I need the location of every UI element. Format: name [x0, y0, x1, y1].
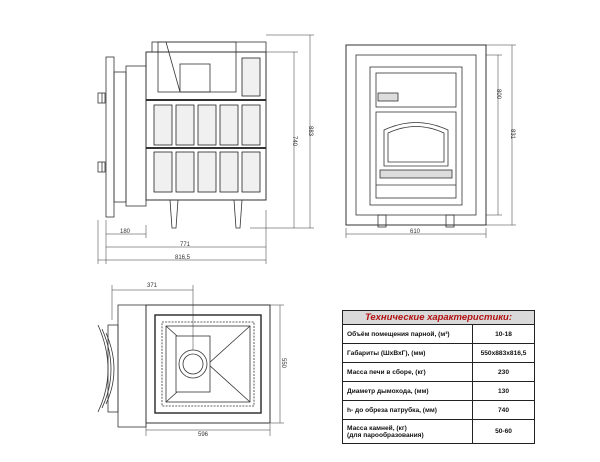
spec-label: Масса камней, (кг) (для парообразования) [343, 420, 473, 443]
spec-row [342, 363, 535, 382]
dim-top-width: 596 [198, 432, 209, 438]
spec-label: Объём помещения парной, (м³) [343, 325, 473, 343]
spec-label: Масса печи в сборе, (кг) [343, 363, 473, 381]
spec-value: 130 [497, 387, 509, 395]
dim-side-door: 180 [120, 229, 131, 235]
specs-title: Технические характеристики: [342, 310, 535, 325]
dim-side-total: 816,5 [175, 255, 191, 261]
spec-row [342, 382, 535, 401]
spec-row [342, 325, 535, 344]
spec-row [342, 401, 535, 420]
dim-front-height-inner: 800 [495, 88, 502, 100]
spec-value: 740 [497, 406, 509, 414]
spec-value: 230 [497, 368, 509, 376]
spec-value: 50-60 [495, 428, 512, 435]
spec-row [342, 420, 535, 444]
spec-value: 10-18 [495, 330, 512, 338]
dim-side-body: 771 [180, 242, 191, 248]
dim-front-width: 610 [410, 229, 421, 235]
dim-side-height-inner: 740 [291, 135, 298, 147]
spec-label: Диаметр дымохода, (мм) [343, 382, 473, 400]
spec-label: h- до обреза патрубка, (мм) [343, 401, 473, 419]
spec-label: Габариты (ШхВхГ), (мм) [343, 344, 473, 362]
dim-top-offset: 371 [147, 283, 158, 289]
dim-top-depth: 550 [280, 357, 287, 369]
spec-value: 550х883х816,5 [480, 349, 527, 357]
dim-front-height-total: 831 [509, 128, 516, 140]
spec-row [342, 344, 535, 363]
dim-side-height-total: 883 [307, 125, 314, 137]
specs-table [342, 325, 535, 444]
